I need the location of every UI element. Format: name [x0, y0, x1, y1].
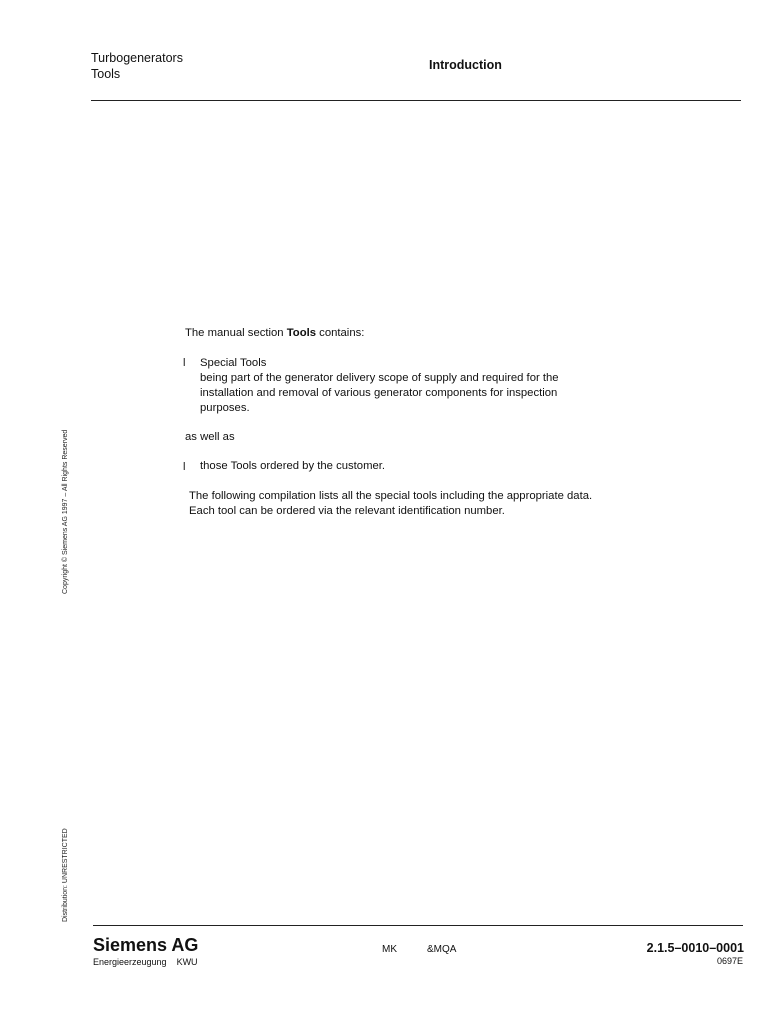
bullet-special-tools: [200, 356, 590, 416]
header-line-turbogenerators: Turbogenerators: [91, 51, 183, 65]
document-number: 2.1.5–0010–0001: [646, 941, 744, 955]
distribution-notice: Distribution: UNRESTRICTED: [62, 828, 69, 922]
page-title: Introduction: [429, 58, 502, 72]
as-well-as-text: as well as: [185, 431, 235, 443]
intro-suffix: contains:: [316, 327, 365, 339]
header-line-tools: Tools: [91, 67, 121, 81]
para-line2: Each tool can be ordered via the relevant identification number.: [189, 505, 505, 517]
company-division: [93, 957, 208, 967]
copyright-notice: Copyright © Siemens AG 1997 – All Rights Reserved: [62, 429, 69, 594]
bullet-marker-2: l: [183, 461, 186, 473]
bullet1-line3: purposes.: [200, 402, 250, 414]
division-text: Energieerzeugung: [93, 957, 167, 967]
intro-bold-tools: Tools: [286, 327, 317, 339]
header-divider: [91, 100, 741, 101]
bullet1-line1: being part of the generator delivery scope of supply and required for the: [200, 372, 559, 384]
footer-mqa: &MQA: [427, 944, 457, 955]
bullet1-title: Special Tools: [200, 357, 267, 369]
revision-code: 0697E: [716, 956, 743, 966]
bullet-marker-1: l: [183, 357, 186, 369]
unit-text: KWU: [176, 957, 198, 967]
compilation-paragraph: [189, 489, 592, 519]
bullet1-line2: installation and removal of various generator components for inspection: [200, 387, 558, 399]
para-line1: The following compilation lists all the special tools including the appropriate data.: [189, 490, 593, 502]
company-name: Siemens AG: [93, 935, 199, 955]
header-product: [91, 50, 183, 82]
footer-mk: MK: [382, 944, 397, 955]
footer-divider: [93, 925, 743, 926]
intro-sentence: [185, 326, 364, 341]
intro-prefix: The manual section: [185, 327, 287, 339]
bullet-customer-tools: those Tools ordered by the customer.: [200, 460, 386, 472]
